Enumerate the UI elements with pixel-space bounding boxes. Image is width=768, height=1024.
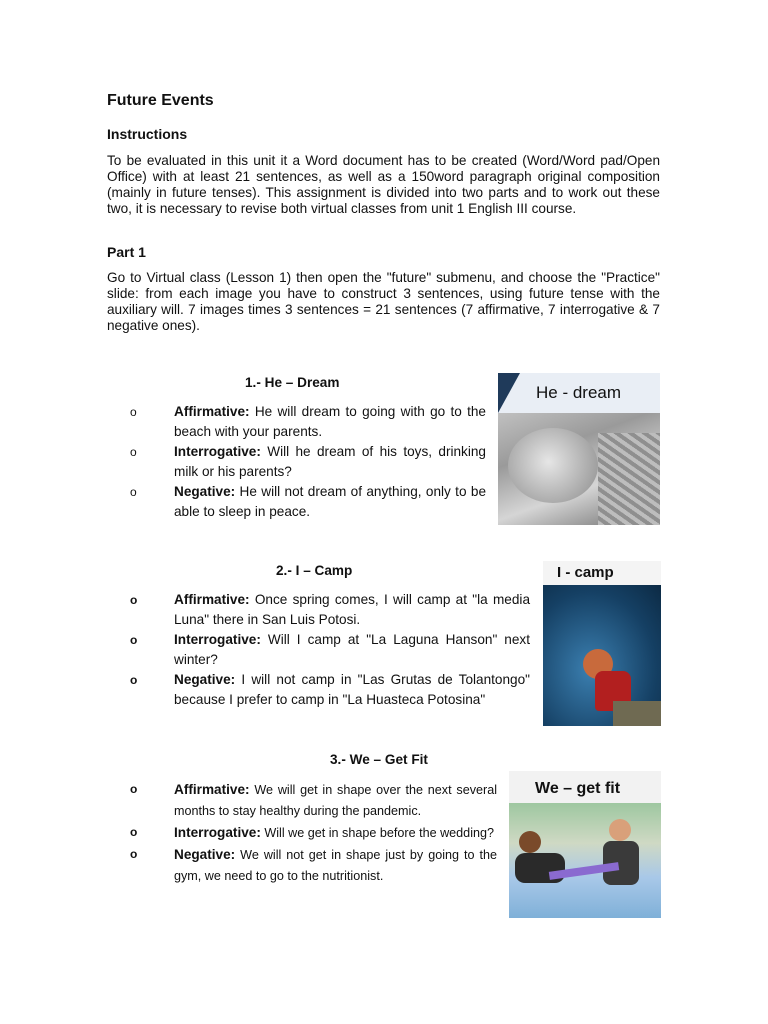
- list-item: o Negative: He will not dream of anything, only to be able to sleep in peace.: [152, 482, 486, 522]
- image-caption: We – get fit: [535, 780, 621, 797]
- list-item: o Interrogative: Will I camp at "La Laguna Hanson" next winter?: [152, 630, 530, 670]
- camping-tent-image: [543, 561, 661, 726]
- section-title: 3.- We – Get Fit: [330, 752, 428, 767]
- list-item: o Negative: I will not camp in "Las Grutas de Tolantongo" because I prefer to camp in "La Huasteca Potosina": [152, 670, 530, 710]
- list-item: o Negative: We will not get in shape just by going to the gym, we need to go to the nutritionist.: [152, 844, 497, 887]
- sentence-list: [152, 590, 530, 710]
- sentence-list: [152, 779, 497, 887]
- image-caption: He - dream: [536, 383, 622, 402]
- instructions-heading: Instructions: [107, 126, 188, 142]
- section-title: 1.- He – Dream: [245, 375, 340, 390]
- section-title: 2.- I – Camp: [276, 563, 353, 578]
- part1-heading: Part 1: [107, 244, 146, 260]
- part1-paragraph: Go to Virtual class (Lesson 1) then open the "future" submenu, and choose the "Practice" slide: from each image you have to construct 3 sentences, using future tense with the auxiliary will. 7 images times 3 sentences = 21 sentences (7 affirmative, 7 interrogative & 7 negative ones).: [107, 270, 660, 333]
- sentence-list: [152, 402, 486, 522]
- page-title: Future Events: [107, 92, 214, 109]
- instructions-paragraph: To be evaluated in this unit it a Word document has to be created (Word/Word pad/Open Office) with at least 21 sentences, as well as a 150word paragraph original composition (mainly in future tenses). This assignment is divided into two parts and to work out these two, it is necessary to revise both virtual classes from unit 1 English III course.: [107, 153, 660, 216]
- list-item: o Affirmative: We will get in shape over the next several months to stay healthy during the pandemic.: [152, 779, 497, 822]
- list-item: o Interrogative: Will we get in shape before the wedding?: [152, 822, 497, 844]
- image-caption: I - camp: [557, 564, 614, 581]
- list-item: o Interrogative: Will he dream of his toys, drinking milk or his parents?: [152, 442, 486, 482]
- baby-sleeping-image: [498, 373, 660, 525]
- list-item: o Affirmative: Once spring comes, I will camp at "la media Luna" there in San Luis Potosi.: [152, 590, 530, 630]
- exercise-class-image: [509, 771, 661, 918]
- list-item: o Affirmative: He will dream to going with go to the beach with your parents.: [152, 402, 486, 442]
